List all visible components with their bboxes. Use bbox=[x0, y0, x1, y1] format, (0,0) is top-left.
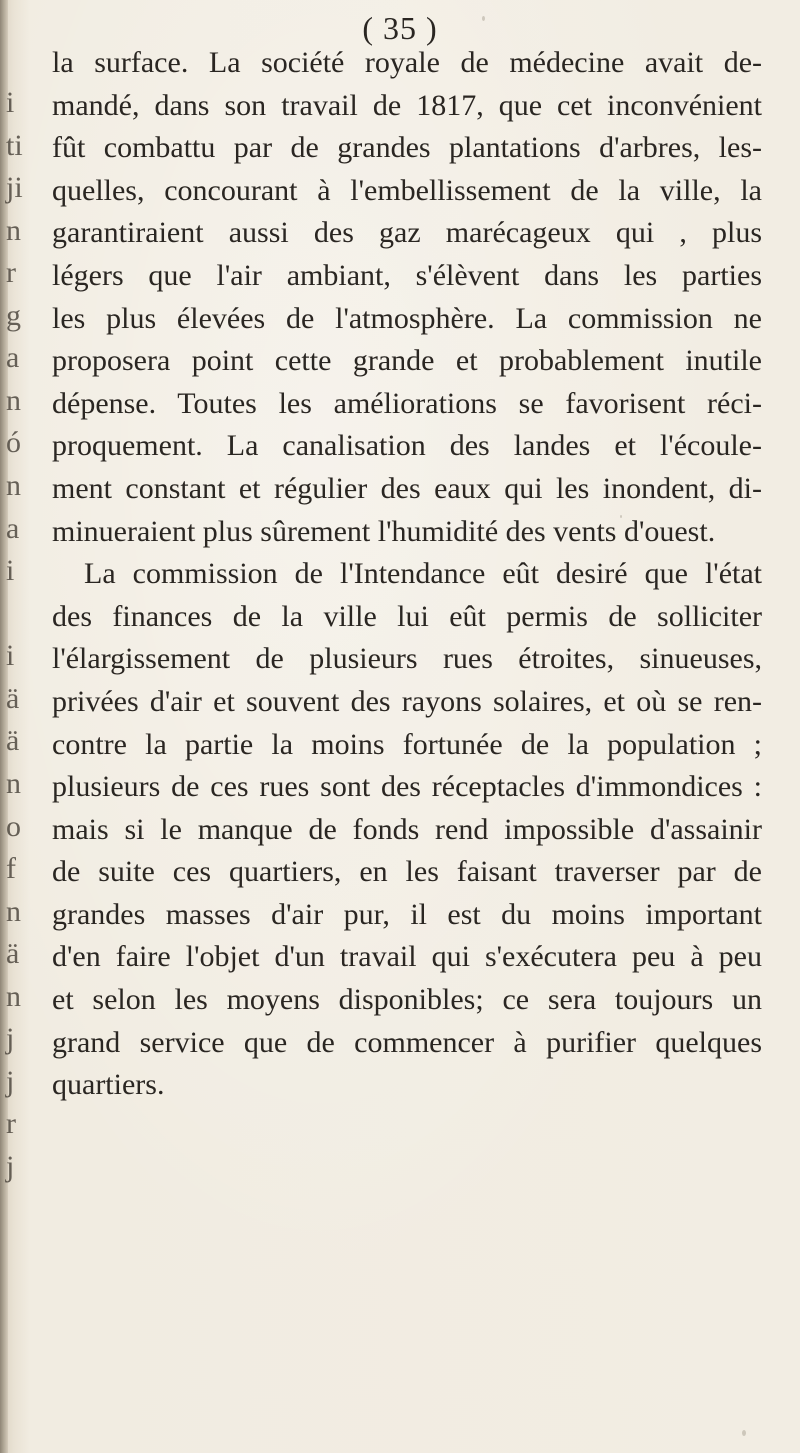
text-line: mais si le manque de fonds rend impossible d'assainir bbox=[52, 812, 762, 846]
margin-fragment: ä bbox=[6, 724, 20, 757]
text-line: légers que l'air ambiant, s'élèvent dans les parties bbox=[52, 258, 762, 292]
margin-fragment: ó bbox=[6, 426, 21, 459]
text-line: privées d'air et souvent des rayons solaires, et où se ren- bbox=[52, 684, 762, 718]
text-line: minueraient plus sûrement l'humidité des vents d'ouest. bbox=[52, 514, 716, 548]
margin-fragment: ti bbox=[6, 129, 23, 162]
margin-fragment: o bbox=[6, 810, 21, 843]
facing-page-fragments bbox=[6, 0, 26, 1453]
text-line: ment constant et régulier des eaux qui les inondent, di- bbox=[52, 471, 762, 505]
margin-fragment: a bbox=[6, 341, 20, 374]
margin-fragment: i bbox=[6, 554, 15, 587]
text-line: fût combattu par de grandes plantations d'arbres, les- bbox=[52, 131, 762, 165]
text-line: et selon les moyens disponibles; ce sera toujours un bbox=[52, 983, 762, 1017]
margin-fragment: n bbox=[6, 214, 21, 247]
margin-fragment: f bbox=[6, 852, 16, 885]
margin-fragment: j bbox=[6, 1150, 15, 1183]
page-number: ( 35 ) bbox=[362, 10, 438, 46]
paper-speck bbox=[742, 1430, 746, 1436]
text-line: grand service que de commencer à purifier quelques bbox=[52, 1025, 762, 1059]
margin-fragment: n bbox=[6, 384, 21, 417]
text-line: plusieurs de ces rues sont des réceptacles d'immondices : bbox=[52, 770, 762, 804]
margin-fragment: n bbox=[6, 469, 21, 502]
margin-fragment: n bbox=[6, 980, 21, 1013]
text-line: des finances de la ville lui eût permis de solliciter bbox=[52, 599, 762, 633]
text-line: La commission de l'Intendance eût desiré que l'état bbox=[84, 557, 762, 591]
paper-speck bbox=[482, 16, 485, 21]
margin-fragment: i bbox=[6, 86, 15, 119]
body-text bbox=[52, 42, 762, 1107]
margin-fragment: n bbox=[6, 895, 21, 928]
margin-fragment: ä bbox=[6, 682, 20, 715]
text-line: l'élargissement de plusieurs rues étroites, sinueuses, bbox=[52, 642, 762, 676]
paper-speck bbox=[620, 515, 622, 518]
margin-fragment: r bbox=[6, 256, 16, 289]
margin-fragment: a bbox=[6, 512, 20, 545]
text-line: quartiers. bbox=[52, 1068, 165, 1102]
text-line: proposera point cette grande et probablement inutile bbox=[52, 344, 762, 378]
text-line: mandé, dans son travail de 1817, que cet inconvénient bbox=[52, 88, 762, 122]
text-line: dépense. Toutes les améliorations se favorisent réci- bbox=[52, 386, 762, 420]
text-line: quelles, concourant à l'embellissement de la ville, la bbox=[52, 173, 762, 207]
margin-fragment: j bbox=[6, 1022, 15, 1055]
margin-fragment: g bbox=[6, 299, 21, 332]
text-line: grandes masses d'air pur, il est du moins important bbox=[52, 897, 762, 931]
text-line: la surface. La société royale de médecine avait de- bbox=[52, 46, 762, 79]
text-line: garantiraient aussi des gaz marécageux qui , plus bbox=[52, 216, 762, 250]
text-line: proquement. La canalisation des landes et l'écoule- bbox=[52, 429, 762, 463]
text-line: les plus élevées de l'atmosphère. La commission ne bbox=[52, 301, 762, 335]
margin-fragment: ä bbox=[6, 937, 20, 970]
margin-fragment: n bbox=[6, 767, 21, 800]
margin-fragment: i bbox=[6, 639, 15, 672]
text-line: contre la partie la moins fortunée de la population ; bbox=[52, 727, 762, 761]
margin-fragment: r bbox=[6, 1107, 16, 1140]
text-line: de suite ces quartiers, en les faisant traverser par de bbox=[52, 855, 762, 889]
margin-fragment: ji bbox=[6, 171, 23, 204]
margin-fragment: j bbox=[6, 1065, 15, 1098]
text-line: d'en faire l'objet d'un travail qui s'exécutera peu à peu bbox=[52, 940, 762, 974]
